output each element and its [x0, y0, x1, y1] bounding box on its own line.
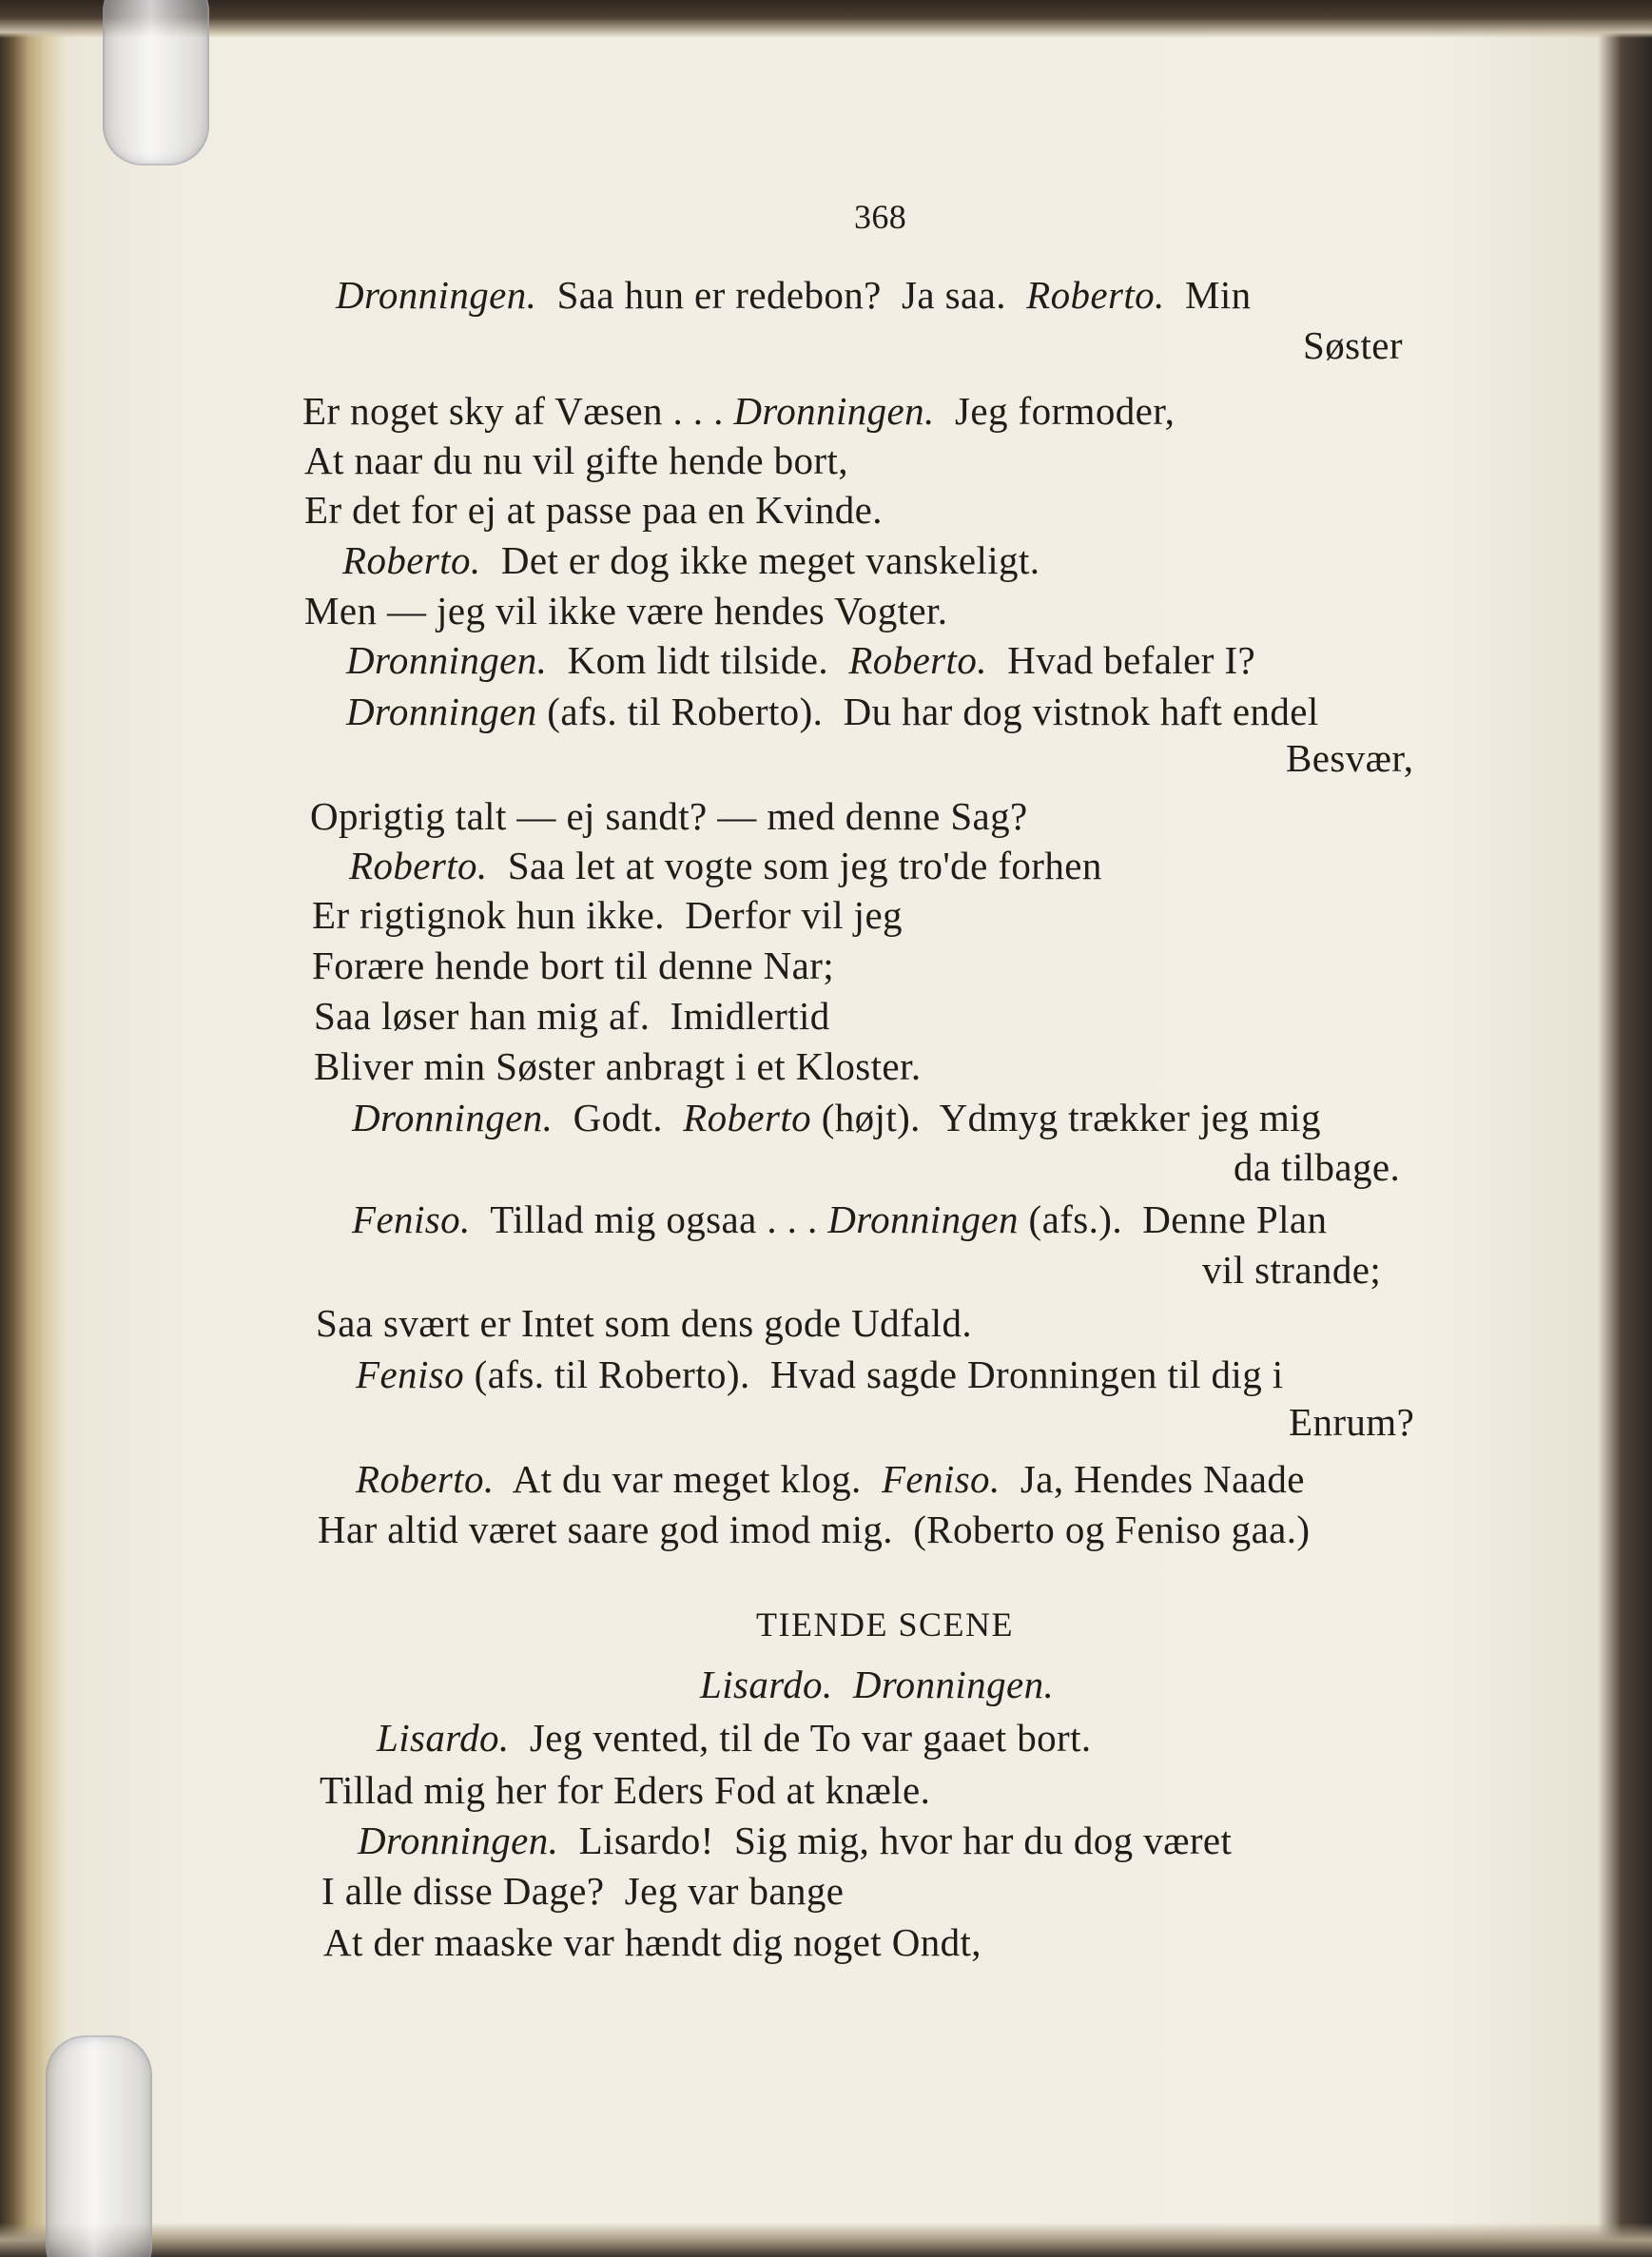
text-line	[318, 1510, 1310, 1549]
text-line	[346, 638, 1256, 682]
text-line	[304, 438, 848, 482]
text-line	[314, 1044, 922, 1088]
speaker-name: Lisardo.	[377, 1716, 510, 1760]
text-line	[358, 1821, 1232, 1860]
speaker-name: Dronningen.	[346, 638, 548, 682]
line-text: At der maaske var hændt dig noget Ondt,	[323, 1920, 981, 1964]
speaker-name: Feniso.	[881, 1457, 1001, 1501]
line-text: Hvad befaler I?	[986, 638, 1256, 682]
text-line	[377, 1716, 1092, 1760]
line-text: Bliver min Søster anbragt i et Kloster.	[314, 1044, 922, 1088]
line-text: (afs.). Denne Plan	[1018, 1197, 1328, 1241]
text-line	[320, 1768, 931, 1812]
text-line	[700, 1665, 1054, 1704]
line-text: Forære hende bort til denne Nar;	[312, 944, 835, 987]
text-line	[316, 1301, 973, 1345]
text-line	[304, 488, 883, 532]
line-text: Søster	[1303, 323, 1403, 367]
text-line	[1202, 1248, 1382, 1292]
line-text: Enrum?	[1289, 1400, 1415, 1444]
text-line	[1286, 736, 1414, 780]
line-text: Min	[1164, 273, 1252, 317]
speaker-name: Dronningen.	[358, 1819, 559, 1862]
speaker-name: Roberto.	[356, 1457, 495, 1501]
speaker-name: Roberto.	[349, 844, 488, 887]
line-text: TIENDE SCENE	[756, 1605, 1014, 1644]
line-text: Ja, Hendes Naade	[1000, 1457, 1305, 1501]
line-text: Jeg vented, til de To var gaaet bort.	[509, 1716, 1092, 1760]
text-line	[302, 389, 1176, 433]
line-text: Men — jeg vil ikke være hendes Vogter.	[304, 589, 948, 632]
line-text: Saa svært er Intet som dens gode Udfald.	[316, 1301, 973, 1345]
speaker-name: Feniso.	[352, 1197, 471, 1241]
page-number: 368	[854, 198, 907, 236]
text-line	[312, 893, 903, 937]
line-text: Tillad mig her for Eders Fod at knæle.	[320, 1768, 931, 1812]
text-line	[310, 794, 1028, 838]
speaker-name: Feniso	[356, 1352, 464, 1396]
line-text: At du var meget klog.	[494, 1457, 882, 1501]
text-line	[352, 1096, 1321, 1139]
text-line	[356, 1352, 1284, 1396]
line-text: Saa let at vogte som jeg tro'de forhen	[487, 844, 1102, 887]
line-text: Saa hun er redebon? Ja saa.	[536, 273, 1027, 317]
text-line	[356, 1457, 1305, 1501]
line-text: Det er dog ikke meget vanskeligt.	[480, 538, 1040, 582]
line-text: Er noget sky af Væsen . . .	[302, 389, 734, 433]
line-text: Jeg formoder,	[934, 389, 1176, 433]
line-text: Er rigtignok hun ikke. Derfor vil jeg	[312, 893, 903, 937]
line-text: (afs. til Roberto). Du har dog vistnok haft endel	[536, 690, 1319, 733]
line-text: Oprigtig talt — ej sandt? — med denne Sag?	[310, 794, 1028, 838]
text-line	[342, 538, 1040, 582]
speaker-name: Dronningen	[827, 1197, 1019, 1241]
speaker-name: Dronningen.	[733, 389, 935, 433]
speaker-name: Dronningen.	[352, 1096, 554, 1139]
line-text: (højt). Ydmyg trækker jeg mig	[811, 1096, 1321, 1139]
speaker-name: Lisardo. Dronningen.	[700, 1663, 1055, 1706]
text-line	[323, 1920, 981, 1964]
speaker-name: Roberto	[683, 1096, 812, 1139]
text-line	[352, 1197, 1328, 1241]
line-text: Godt.	[553, 1096, 684, 1139]
line-text: da tilbage.	[1234, 1145, 1401, 1189]
speaker-name: Roberto.	[342, 538, 481, 582]
speaker-name: Roberto.	[1026, 273, 1165, 317]
speaker-name: Dronningen.	[336, 273, 537, 317]
line-text: Er det for ej at passe paa en Kvinde.	[304, 488, 883, 532]
text-line	[346, 692, 1319, 731]
text-line	[321, 1869, 845, 1913]
line-text: At naar du nu vil gifte hende bort,	[304, 438, 848, 482]
text-line	[314, 994, 830, 1038]
speaker-name: Roberto.	[848, 638, 987, 682]
line-text: Saa løser han mig af. Imidlertid	[314, 994, 830, 1038]
text-line	[336, 273, 1252, 317]
line-text: Kom lidt tilside.	[547, 638, 849, 682]
text-line	[1234, 1145, 1401, 1189]
line-text: I alle disse Dage? Jeg var bange	[321, 1869, 845, 1913]
speaker-name: Dronningen	[346, 690, 537, 733]
line-text: (afs. til Roberto). Hvad sagde Dronningen til dig i	[464, 1352, 1284, 1396]
line-text: Lisardo! Sig mig, hvor har du dog været	[558, 1819, 1233, 1862]
text-line	[1303, 323, 1403, 367]
scene-heading	[756, 1607, 1014, 1642]
text-line	[312, 946, 834, 985]
text-line	[1289, 1400, 1415, 1444]
text-line	[304, 589, 948, 632]
text-line	[349, 846, 1102, 885]
line-text: Har altid været saare god imod mig. (Roberto og Feniso gaa.)	[318, 1508, 1311, 1551]
line-text: vil strande;	[1202, 1248, 1382, 1292]
line-text: Besvær,	[1286, 736, 1414, 780]
line-text: Tillad mig ogsaa . . .	[470, 1197, 828, 1241]
